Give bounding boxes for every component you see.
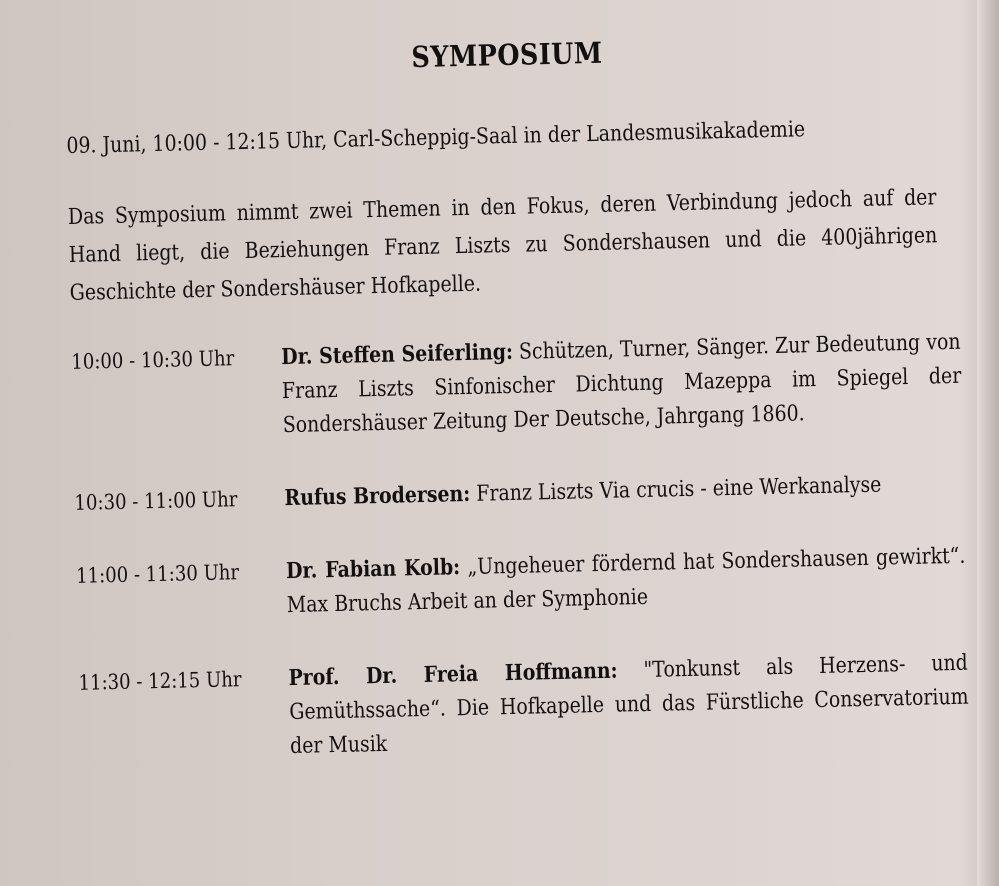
schedule-time: 10:30 - 11:00 Uhr — [74, 487, 238, 515]
talk-title: Franz Liszts Via crucis - eine Werkanalyse — [469, 472, 882, 507]
schedule-list — [71, 325, 969, 769]
schedule-time: 10:00 - 10:30 Uhr — [71, 346, 235, 374]
schedule-time: 11:30 - 12:15 Uhr — [78, 667, 242, 695]
schedule-description — [286, 539, 967, 623]
talk-title: "Tonkunst als Herzens- und Gemüthssache“. Die Hofkapelle und das Fürstliche Conservatorium der Musik — [289, 650, 969, 760]
speaker-name: Prof. Dr. Freia Hoffmann: — [288, 657, 618, 692]
speaker-name: Rufus Brodersen: — [284, 480, 471, 512]
schedule-time: 11:00 - 11:30 Uhr — [75, 560, 240, 588]
schedule-description — [281, 325, 963, 443]
schedule-item — [74, 466, 960, 521]
speaker-name: Dr. Steffen Seiferling: — [280, 338, 514, 371]
schedule-item — [71, 325, 962, 448]
speaker-name: Dr. Fabian Kolb: — [285, 554, 461, 585]
schedule-item — [75, 539, 966, 628]
page-gutter-shadow — [977, 0, 999, 886]
talk-title: Schützen, Turner, Sänger. Zur Bedeutung von Franz Liszts Sinfonischer Dichtung Mazeppa im Spiegel der Sondershäuser Zeitung Der Deutsche, Jahrgang 1860. — [281, 329, 962, 439]
schedule-description — [284, 466, 964, 516]
page-title: SYMPOSIUM — [411, 35, 603, 75]
talk-title: „Ungeheuer fördernd hat Sondershausen gewirkt“. Max Bruchs Arbeit an der Symphonie — [286, 543, 966, 619]
event-dateline: 09. Juni, 10:00 - 12:15 Uhr, Carl-Scheppig-Saal in der Landesmusikakademie — [66, 117, 806, 159]
page-content — [64, 20, 969, 807]
schedule-description — [288, 646, 970, 764]
intro-paragraph: Das Symposium nimmt zwei Themen in den Fokus, deren Verbindung jedoch auf der Hand liegt, die Beziehungen Franz Liszts zu Sondershausen und die 400jährigen Geschichte der Sondershäuser Hofkapelle. — [67, 185, 938, 306]
schedule-item — [78, 646, 969, 769]
